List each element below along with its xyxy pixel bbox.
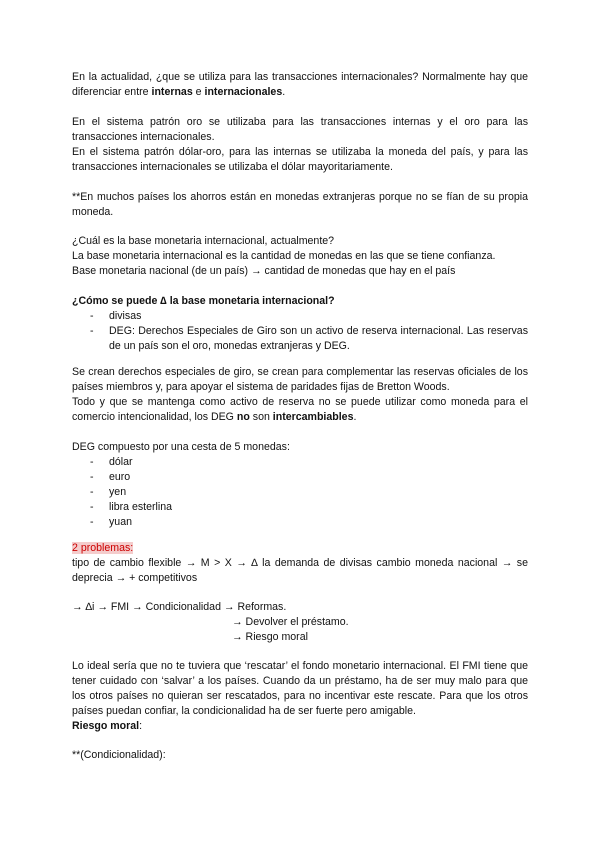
problems-text: tipo de cambio flexible → M > X → ∆ la demanda de divisas cambio moneda nacional → se deprecia → + competitivos xyxy=(72,557,528,584)
chain-line-1: → ∆i → FMI → Condicionalidad → Reformas. xyxy=(72,601,287,613)
gold-standard-text: En el sistema patrón oro se utilizaba para las transacciones internas y el oro para las transacciones internacionales. xyxy=(72,116,528,143)
increase-section xyxy=(72,294,528,354)
base-monetary-paragraph xyxy=(72,234,528,279)
moral-hazard-label: Riesgo moral xyxy=(72,720,140,732)
deg-creation-text: Se crean derechos especiales de giro, se crean para complementar las reservas oficiales de los países miembros y, para apoyar el sistema de paridades fijas de Bretton Woods. xyxy=(72,366,528,393)
deg-usage-period: . xyxy=(353,411,357,423)
problems-section xyxy=(72,541,528,586)
list-item: - libra esterlina xyxy=(90,501,173,513)
intro-bold-internacionales: internacionales xyxy=(204,86,283,98)
savings-note: **En muchos países los ahorros están en monedas extranjeras porque no se fían de su propia moneda. xyxy=(72,191,528,218)
deg-basket-intro: DEG compuesto por una cesta de 5 monedas: xyxy=(72,441,290,453)
increase-list xyxy=(90,309,528,354)
intro-paragraph xyxy=(72,70,528,100)
moral-hazard-heading xyxy=(72,719,528,734)
list-item: - euro xyxy=(90,471,131,483)
rescue-paragraph: Lo ideal sería que no te tuviera que ‘rescatar’ el fondo monetario internacional. El FMI tiene que tener cuidado con ‘salvar’ a los países. Cuando da un préstamo, ha de ser muy malo para que los otros países no quieran ser rescatados, para no incentivar este rescate. Para que los otros países puedan confiar, la condicionalidad ha de ser fuerte pero amigable. xyxy=(72,660,528,717)
base-monetary-definition: La base monetaria internacional es la cantidad de monedas en las que se tiene confianza. xyxy=(72,250,496,262)
chain-line-3: → Riesgo moral xyxy=(232,631,308,643)
intro-bold-internas: internas xyxy=(151,86,193,98)
intro-period: . xyxy=(282,86,286,98)
deg-paragraph xyxy=(72,365,528,425)
deg-bold-intercambiables: intercambiables xyxy=(272,411,354,423)
deg-usage-text: Todo y que se mantenga como activo de reserva no se puede utilizar como moneda para el comercio intencionalidad, los DEG xyxy=(72,396,528,423)
problems-highlight: 2 problemas: xyxy=(72,542,134,554)
gold-standard-paragraph xyxy=(72,115,528,175)
increase-heading: ¿Cómo se puede ∆ la base monetaria internacional? xyxy=(72,295,335,307)
dollar-gold-text: En el sistema patrón dólar-oro, para las internas se utilizaba la moneda del país, y para las transacciones internacionales se utilizaba el dólar mayoritariamente. xyxy=(72,146,528,173)
deg-bold-no: no xyxy=(236,411,250,423)
deg-usage-connector: son xyxy=(249,411,273,423)
chain-line-2: → Devolver el préstamo. xyxy=(232,616,349,628)
base-monetary-national: Base monetaria nacional (de un país) → cantidad de monedas que hay en el país xyxy=(72,265,456,277)
base-monetary-question: ¿Cuál es la base monetaria internacional, actualmente? xyxy=(72,235,335,247)
list-item: - yen xyxy=(90,486,127,498)
deg-basket-section xyxy=(72,440,528,530)
list-item: - DEG: Derechos Especiales de Giro son un activo de reserva internacional. Las reservas de un país son el oro, monedas extranjeras y DEG. xyxy=(90,325,528,352)
conditionality-note: **(Condicionalidad): xyxy=(72,749,166,761)
currency-list xyxy=(90,455,528,530)
intro-connector: e xyxy=(192,86,205,98)
list-item: - divisas xyxy=(90,310,142,322)
list-item: - dólar xyxy=(90,456,133,468)
list-item: - yuan xyxy=(90,516,132,528)
moral-hazard-colon: : xyxy=(139,720,143,732)
intro-text: En la actualidad, ¿que se utiliza para las transacciones internacionales? Normalmente hay que diferenciar entre xyxy=(72,71,528,98)
conditionality-chain xyxy=(72,600,528,645)
